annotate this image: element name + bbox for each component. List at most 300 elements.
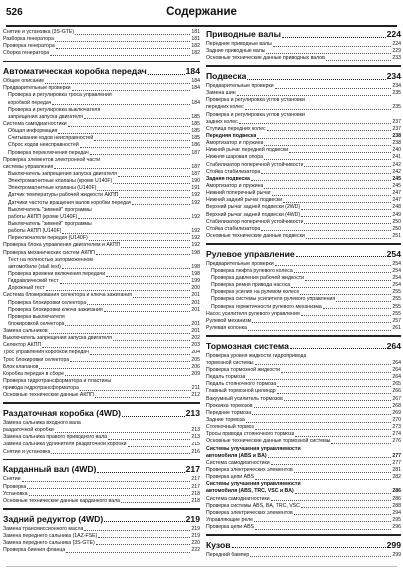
entry-title: Проверка системы усилителя рулевого управления xyxy=(211,296,336,303)
dot-leader xyxy=(65,325,190,326)
entry-page-number: 202 xyxy=(191,335,200,342)
toc-entry xyxy=(206,431,401,438)
entry-title: привода гидротрансформатора xyxy=(3,385,79,392)
entry-title: автомобиля (ABS, TRC, VSC и BA) xyxy=(206,488,294,495)
entry-title: Рулевая колонка xyxy=(206,324,247,331)
toc-entry xyxy=(3,307,200,314)
entry-title: Амортизатор и пружина xyxy=(206,140,264,147)
entry-page-number: 264 xyxy=(392,359,401,366)
toc-entry xyxy=(3,235,200,242)
dot-leader xyxy=(96,544,191,545)
toc-entry xyxy=(3,350,200,357)
dot-leader xyxy=(29,495,191,496)
dot-leader xyxy=(70,361,190,362)
entry-title: Основные технические данные АКПП xyxy=(3,392,94,399)
entry-title: блокировкой селектора xyxy=(8,320,65,327)
entry-title: Педаль тормоза xyxy=(206,374,246,381)
toc-entry xyxy=(206,403,401,410)
entry-title: Предварительные проверки xyxy=(3,85,71,92)
dot-leader xyxy=(65,375,190,376)
entry-title: раздаточной коробки xyxy=(3,427,54,434)
entry-page-number: 238 xyxy=(392,140,401,147)
entry-page-number: 217 xyxy=(191,483,200,490)
toc-entry xyxy=(206,325,401,332)
dot-leader xyxy=(62,268,190,269)
dot-leader xyxy=(282,37,386,38)
entry-page-number: 264 xyxy=(392,366,401,373)
entry-title: Основные технические данные приводных валов xyxy=(206,55,325,62)
dot-leader xyxy=(255,529,391,530)
section-title: Тормозная система xyxy=(206,340,289,351)
toc-entry xyxy=(3,533,200,540)
toc-section-heading xyxy=(3,464,200,475)
dot-leader xyxy=(301,209,391,210)
entry-page-number: 203 xyxy=(191,342,200,349)
page-number: 526 xyxy=(6,7,23,18)
entry-page-number: 235 xyxy=(392,104,401,111)
entry-title: Проверка усилия на рулевом колесе xyxy=(211,289,300,296)
entry-title: Выключатель запрещения запуска двигателя xyxy=(8,170,117,177)
toc-entry xyxy=(206,460,401,467)
toc-entry xyxy=(3,300,200,307)
toc-entry xyxy=(206,318,401,325)
toc-entry xyxy=(3,85,200,92)
entry-page-number: 198 xyxy=(191,270,200,277)
entry-title: Передние тормоза xyxy=(206,409,252,416)
entry-title: Проверка гидротрансформатора и пластины xyxy=(3,378,112,385)
dot-leader xyxy=(66,552,190,553)
entry-title: Проверка переключения передач xyxy=(8,149,89,156)
toc-entry xyxy=(3,150,200,157)
entry-page-number: 269 xyxy=(392,409,401,416)
toc-entry xyxy=(3,321,200,328)
entry-title: Проверка и регулировка троса управления xyxy=(8,92,112,99)
dot-leader xyxy=(148,74,185,75)
entry-page-number: 255 xyxy=(392,289,401,296)
entry-title: Общая информация xyxy=(8,128,58,135)
entry-title: Система самодиагностики xyxy=(3,121,67,127)
toc-entry xyxy=(3,314,200,321)
entry-title: Выключатель "зимней" программы xyxy=(8,206,92,213)
toc-entry xyxy=(206,126,401,133)
dot-leader xyxy=(78,218,190,219)
entry-page-number: 181 xyxy=(191,36,200,43)
dot-leader xyxy=(294,472,392,473)
entry-title: Проверка блокировки ключа зажигания xyxy=(8,306,103,313)
dot-leader xyxy=(22,481,191,482)
toc-entry xyxy=(3,185,200,192)
entry-title: Система блокирования селектора и ключа зажигания xyxy=(3,292,132,299)
dot-leader xyxy=(254,521,391,522)
toc-entry xyxy=(3,92,200,99)
entry-title: Проверка тормозной жидкости xyxy=(206,366,281,373)
entry-title: Замена сальника удлинителя раздаточной коробки xyxy=(3,441,127,448)
entry-page-number: 241 xyxy=(392,154,401,161)
entry-title: Система самодиагностики xyxy=(206,459,270,466)
dot-leader xyxy=(267,130,392,131)
entry-page-number: 187 xyxy=(191,149,200,156)
dot-leader xyxy=(281,372,391,373)
section-page-number: 219 xyxy=(185,513,200,524)
dot-leader xyxy=(62,233,190,234)
entry-title: Проверка механических систем АКПП xyxy=(3,249,95,256)
dot-leader xyxy=(290,348,386,349)
entry-title: Тест на полностью заторможенном xyxy=(8,256,93,263)
dot-leader xyxy=(336,301,391,302)
toc-entry xyxy=(206,503,401,510)
entry-title: Проверка цепи ABS xyxy=(206,474,255,481)
entry-page-number: 184 xyxy=(191,85,200,92)
dot-leader xyxy=(87,304,190,305)
dot-leader xyxy=(306,238,392,239)
entry-page-number: 184 xyxy=(191,99,200,106)
entry-page-number: 185 xyxy=(191,135,200,142)
toc-entry xyxy=(3,371,200,378)
entry-title: Педаль стояночного тормоза xyxy=(206,381,277,388)
entry-title: Установка xyxy=(3,490,28,497)
entry-page-number: 213 xyxy=(191,427,200,434)
toc-entry xyxy=(206,268,401,275)
section-divider xyxy=(206,243,401,245)
entry-title: Дорожный тест xyxy=(8,285,45,292)
toc-entry xyxy=(206,488,401,495)
entry-title: Передняя подвеска xyxy=(206,133,257,139)
dot-leader xyxy=(60,283,191,284)
entry-title: Передние приводные валы xyxy=(206,41,272,47)
dot-leader xyxy=(301,507,391,508)
toc-entry xyxy=(206,446,401,453)
section-page-number: 264 xyxy=(386,340,401,351)
entry-title: Ступица передних колес xyxy=(206,125,266,132)
toc-entry xyxy=(206,104,401,111)
entry-title: Общее описание xyxy=(3,78,45,85)
dot-leader xyxy=(246,379,391,380)
toc-section-heading xyxy=(206,341,401,352)
entry-title: Выключатель запрещения запуска двигателя xyxy=(3,335,112,342)
toc-entry xyxy=(3,178,200,185)
dot-leader xyxy=(95,397,191,398)
dot-leader xyxy=(84,118,190,119)
dot-leader xyxy=(326,60,391,61)
toc-entry xyxy=(3,171,200,178)
entry-page-number: 257 xyxy=(392,317,401,324)
dot-leader xyxy=(255,364,392,365)
toc-entry xyxy=(3,200,200,207)
entry-page-number: 219 xyxy=(191,532,200,539)
entry-title: Проверка блокировки селектора xyxy=(8,299,87,306)
toc-entry xyxy=(3,526,200,533)
toc-entry xyxy=(206,147,401,154)
entry-page-number: 266 xyxy=(392,388,401,395)
entry-page-number: 192 xyxy=(191,192,200,199)
dot-leader xyxy=(237,95,392,96)
entry-page-number: 245 xyxy=(392,175,401,182)
entry-page-number: 201 xyxy=(191,320,200,327)
entry-title: Трос управления коробкой передач xyxy=(3,349,89,356)
section-page-number: 254 xyxy=(386,248,401,259)
dot-leader xyxy=(331,443,391,444)
dot-leader xyxy=(275,265,392,266)
entry-page-number: 201 xyxy=(191,328,200,335)
entry-page-number: 201 xyxy=(191,306,200,313)
toc-entry xyxy=(3,257,200,264)
entry-title: Коробка передач в сборе xyxy=(3,370,65,377)
entry-page-number: 276 xyxy=(392,438,401,445)
toc-entry xyxy=(3,378,200,385)
entry-title: Электромагнитные клапаны (кроме U140F) xyxy=(8,178,113,185)
entry-title: Селектор АКПП xyxy=(3,342,42,349)
dot-leader xyxy=(247,79,385,80)
toc-entry xyxy=(3,434,200,441)
entry-title: Передний бампер xyxy=(206,551,250,558)
toc-entry xyxy=(206,410,401,417)
toc-entry xyxy=(206,510,401,517)
dot-leader xyxy=(252,414,391,415)
entry-page-number: 242 xyxy=(392,161,401,168)
dot-leader xyxy=(277,386,391,387)
dot-leader xyxy=(97,190,190,191)
toc-right-column xyxy=(206,29,401,559)
dot-leader xyxy=(54,168,190,169)
toc-entry xyxy=(206,438,401,445)
dot-leader xyxy=(255,429,391,430)
toc-entry xyxy=(3,335,200,342)
entry-page-number: 286 xyxy=(392,488,401,495)
entry-page-number: 204 xyxy=(191,349,200,356)
entry-title: Сброс кодов неисправностей xyxy=(8,142,79,149)
dot-leader xyxy=(248,330,391,331)
dot-leader xyxy=(232,547,386,548)
dot-leader xyxy=(121,247,190,248)
dot-leader xyxy=(257,138,391,139)
section-title: Задний редуктор (4WD) xyxy=(3,513,104,524)
entry-page-number: 247 xyxy=(392,197,401,204)
entry-page-number: 248 xyxy=(392,204,401,211)
entry-title: Тросы привода стояночного тормоза xyxy=(206,431,295,438)
dot-leader xyxy=(55,41,190,42)
toc-entry xyxy=(3,135,200,142)
entry-title: Замена сальника входного вала xyxy=(3,420,81,427)
toc-entry xyxy=(206,183,401,190)
entry-page-number: 198 xyxy=(191,263,200,270)
dot-leader xyxy=(273,46,392,47)
entry-title: Проверка времени включения передачи xyxy=(8,270,106,277)
entry-page-number: 200 xyxy=(191,285,200,292)
entry-title: Датчики частоты вращения валов коробки передач xyxy=(8,199,132,206)
entry-title: Переключатели передач (U140F) xyxy=(8,235,88,242)
entry-title: Нижний рычаг передней подвески xyxy=(206,147,289,154)
toc-entry xyxy=(3,292,200,299)
dot-leader xyxy=(90,154,191,155)
entry-page-number: 277 xyxy=(392,452,401,459)
page-header xyxy=(6,4,397,24)
entry-page-number: 250 xyxy=(392,218,401,225)
dot-leader xyxy=(90,354,191,355)
dot-leader xyxy=(122,416,185,417)
entry-page-number: 282 xyxy=(392,474,401,481)
toc-entry xyxy=(206,304,401,311)
dot-leader xyxy=(104,311,191,312)
entry-page-number: 240 xyxy=(392,147,401,154)
entry-title: Разборка генератора xyxy=(3,36,54,43)
entry-title: Стабилизатор поперечной устойчивости xyxy=(206,218,304,225)
toc-entry xyxy=(3,547,200,554)
entry-title: Снятие xyxy=(3,476,21,483)
entry-title: Системы улучшения управляемости xyxy=(206,481,301,488)
entry-title: Предварительные проверки xyxy=(206,260,274,267)
entry-title: Проверка выключателя xyxy=(8,313,65,320)
toc-entry xyxy=(206,496,401,503)
dot-leader xyxy=(295,493,392,494)
dot-leader xyxy=(304,223,391,224)
toc-entry xyxy=(3,476,200,483)
section-divider xyxy=(3,459,200,461)
dot-leader xyxy=(50,55,190,56)
toc-entry xyxy=(206,169,401,176)
entry-page-number: 234 xyxy=(392,83,401,89)
toc-entry xyxy=(206,119,401,126)
toc-entry xyxy=(3,107,200,114)
entry-title: Проверка и регулировка углов установки xyxy=(206,97,305,104)
entry-page-number: 254 xyxy=(392,260,401,267)
toc-entry xyxy=(206,374,401,381)
entry-title: Проверка электрических элементов xyxy=(206,466,293,473)
entry-page-number: 182 xyxy=(191,50,200,57)
entry-title: Проверка блока управления двигателем и АКПП xyxy=(3,242,121,249)
dot-leader xyxy=(246,422,391,423)
dot-leader xyxy=(119,197,190,198)
entry-page-number: 288 xyxy=(392,502,401,509)
toc-entry xyxy=(206,311,401,318)
toc-entry xyxy=(3,128,200,135)
entry-title: Проверка уровня жидкости гидропривода xyxy=(206,352,307,359)
dot-leader xyxy=(51,453,190,454)
entry-title: Нижний поперечный рычаг xyxy=(206,190,271,197)
dot-leader xyxy=(275,88,392,89)
entry-title: Проверка давления рабочей жидкости xyxy=(211,274,305,281)
dot-leader xyxy=(84,530,190,531)
entry-page-number: 205 xyxy=(191,356,200,363)
section-title: Кузов xyxy=(206,539,231,550)
entry-title: Управляющие реле xyxy=(206,516,254,523)
toc-section-heading xyxy=(206,71,401,82)
entry-title: Считывание кодов неисправностей xyxy=(8,135,94,142)
dot-leader xyxy=(58,133,190,134)
toc-entry xyxy=(206,275,401,282)
entry-title: Гидравлический тест xyxy=(8,278,59,285)
toc-entry xyxy=(3,242,200,249)
toc-entry xyxy=(206,90,401,97)
entry-page-number: 222 xyxy=(191,546,200,553)
toc-entry xyxy=(3,278,200,285)
entry-page-number: 250 xyxy=(392,225,401,232)
entry-title: тормозной системы xyxy=(206,359,254,366)
entry-title: Замена сальника правого приводного вала xyxy=(3,434,108,441)
entry-page-number: 187 xyxy=(191,170,200,177)
entry-title: Замена переднего сальника (3S-GTE) xyxy=(3,539,95,546)
entry-page-number: 242 xyxy=(392,168,401,175)
entry-page-number: 229 xyxy=(392,48,401,55)
dot-leader xyxy=(323,308,392,309)
toc-entry xyxy=(206,197,401,204)
dot-leader xyxy=(277,393,392,394)
toc-section-heading xyxy=(3,514,200,525)
entry-page-number: 237 xyxy=(392,125,401,132)
entry-title: Стойка стабилизатора xyxy=(206,168,261,175)
dot-leader xyxy=(128,446,191,447)
entry-page-number: 212 xyxy=(191,392,200,399)
dot-leader xyxy=(94,140,190,141)
toc-entry xyxy=(206,83,401,90)
entry-title: Проверка элементов электронной части xyxy=(3,156,101,163)
toc-entry xyxy=(3,157,200,164)
dot-leader xyxy=(266,53,391,54)
entry-page-number: 186 xyxy=(191,142,200,149)
dot-leader xyxy=(294,272,392,273)
entry-page-number: 255 xyxy=(392,303,401,310)
entry-title: Стойка стабилизатора xyxy=(206,225,261,232)
toc-entry xyxy=(3,43,200,50)
dot-leader xyxy=(284,400,391,401)
dot-leader xyxy=(305,280,391,281)
entry-page-number: 254 xyxy=(392,274,401,281)
toc-entry xyxy=(206,417,401,424)
entry-title: Проверка биения фланца xyxy=(3,546,66,553)
entry-title: автомобиле (stall test) xyxy=(8,263,61,270)
toc-entry xyxy=(206,55,401,62)
section-divider xyxy=(206,335,401,337)
entry-page-number: 220 xyxy=(191,539,200,546)
entry-page-number: 216 xyxy=(191,448,200,455)
dot-leader xyxy=(271,464,392,465)
dot-leader xyxy=(133,297,190,298)
entry-page-number: 268 xyxy=(392,402,401,409)
toc-entry xyxy=(3,100,200,107)
section-title: Приводные валы xyxy=(206,29,281,39)
toc-entry xyxy=(206,133,401,140)
dot-leader xyxy=(301,315,392,316)
toc-left-column xyxy=(3,29,200,554)
toc-entry xyxy=(3,271,200,278)
entry-page-number: 209 xyxy=(191,370,200,377)
entry-page-number: 185 xyxy=(191,121,200,127)
dot-leader xyxy=(118,176,190,177)
dot-leader xyxy=(96,254,191,255)
section-title: Карданный вал (4WD) xyxy=(3,464,97,475)
dot-leader xyxy=(271,500,392,501)
entry-title: Верхний рычаг задней подвески (2WD) xyxy=(206,204,301,211)
dot-leader xyxy=(294,514,392,515)
toc-section-heading xyxy=(3,66,200,77)
dot-leader xyxy=(39,368,190,369)
dot-leader xyxy=(56,48,191,49)
dot-leader xyxy=(264,159,391,160)
toc-entry xyxy=(3,392,200,399)
entry-title: системы управления xyxy=(3,163,54,170)
entry-page-number: 249 xyxy=(392,211,401,218)
dot-leader xyxy=(295,436,391,437)
entry-page-number: 224 xyxy=(392,41,401,47)
toc-entry xyxy=(3,221,200,228)
toc-entry xyxy=(206,140,401,147)
toc-entry xyxy=(3,540,200,547)
entry-page-number: 181 xyxy=(191,29,200,35)
entry-title: Рулевой механизм xyxy=(206,317,252,324)
entry-page-number: 247 xyxy=(392,190,401,197)
entry-page-number: 264 xyxy=(392,374,401,381)
toc-entry xyxy=(206,353,401,360)
toc-entry xyxy=(206,481,401,488)
